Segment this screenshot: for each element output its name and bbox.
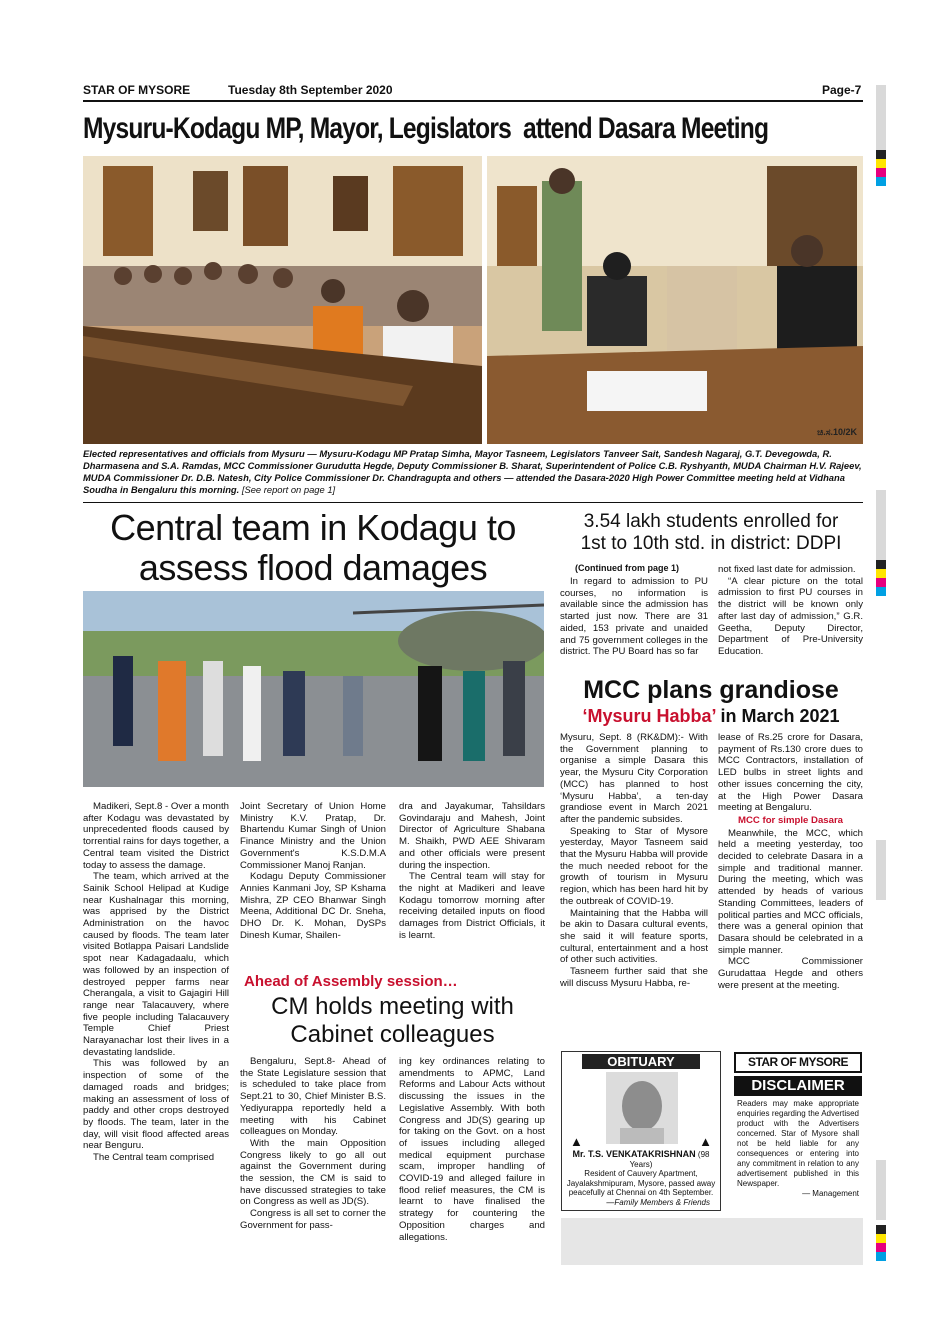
issue-date: Tuesday 8th September 2020 xyxy=(228,83,393,97)
disclaimer-box xyxy=(734,1052,862,1210)
cmyk-marks-top xyxy=(876,150,886,186)
side-bar-mid xyxy=(876,490,886,560)
cm-col-2: ing key ordinances relating to amendments to APMC, Land Reforms and Labour Acts without discussing the issues in the Legislative Assembly. With both Congress and JD(S) gearing up for taking on the Govt. on a host of issues including alleged medical equipment purchase scam, improper handling of COVID-19 and alleged failure in flood relief measures, the CM is learnt to have finalised the strategy for countering the Opposition charges and allegations. xyxy=(399,1056,545,1243)
ad-placeholder xyxy=(561,1218,863,1265)
side-bar-bottom xyxy=(876,1160,886,1220)
photo-stamp: ಚಿ.ಸ.10/2K xyxy=(817,427,857,437)
cm-col-1: Bengaluru, Sept.8- Ahead of the State Legislature session that is scheduled to take place from Sept.21 to 30, Chief Minister B.S. Yediyurappa reportedly held a meeting with his Cabinet colleagues on Monday. With the main Opposition Congress likely to go all out against the Government during the session, the CM is said to have discussed strategies to take on Congress as well as JD(S). Congress is all set to corner the Government for pass- xyxy=(240,1056,386,1231)
ddpi-col-1: In regard to admission to PU courses, no information is available since the admission has started just now. There are 31 aided, 153 private and unaided and 75 government colleges in the district. The PU Board has so far xyxy=(560,576,708,658)
ddpi-headline: 3.54 lakh students enrolled for 1st to 10th std. in district: DDPI xyxy=(580,511,842,554)
paper-name: STAR OF MYSORE xyxy=(83,83,191,97)
mcc-col-2: lease of Rs.25 crore for Dasara, payment of Rs.130 crore dues to MCC Contractors, installation of LED bulbs in street lights and other issues concerning the city, at the High Power Dasara meeting at Bengaluru. MCC for simple Dasara Meanwhile, the MCC, which held a meeting yesterday, too decided to celebrate Dasara in a simple and traditional manner. During the meeting, which was attended by heads of various Standing Committees, leaders of political parties and MCC officials, there was a general opinion that Dasara should be celebrated in a simple manner. MCC Commissioner Gurudattaa Hegde and others were present at the meeting. xyxy=(718,732,863,991)
kodagu-col-2: Joint Secretary of Union Home Ministry K.V. Pratap, Dr. Bhartendu Kumar Singh of Union Finance Ministry and the Union Government's K.S.D.M.A Commissioner Manoj Ranjan. Kodagu Deputy Commissioner Annies Kanmani Joy, SP Kshama Mishra, ZP CEO Bhanwar Singh Meena, Additional DC Dr. Sneha, DHO Dr. K. Mohan, DySPs Dinesh Kumar, Shailen- xyxy=(240,801,386,941)
portrait-photo xyxy=(606,1072,678,1144)
cmyk-marks-bottom xyxy=(876,1225,886,1261)
kodagu-col-1: Madikeri, Sept.8 - Over a month after Kodagu was devastated by unprecedented floods caused by torrential rains for days together, a Central team visited the District today to assess the damage. The team, which arrived at the Sainik School Helipad at Kudige near Kushalnagar this morning, was apprised by the District Administration on the havoc caused by floods. The team later visited Botlappa Paisari Landslide spot near Kadagadaalu, which was followed by an inspection of destroyed pepper farms near Cherangala, a visit to Gajagiri Hill range near Talacauvery, where five people including Talacauvery Temple Chief Priest Narayanachar lost their lives in a devastating landslide. This was followed by an inspection of some of the damaged roads and bridges; making an assessment of loss of paddy and other crops destroyed by floods. The team, later in the day, will visit flood affected areas near Benguru. The Central team comprised xyxy=(83,801,229,1164)
cm-kicker: Ahead of Assembly session… xyxy=(244,973,458,990)
cmyk-marks-mid xyxy=(876,560,886,596)
lamp-left-icon: ▲ xyxy=(570,1134,583,1149)
header-rule xyxy=(83,100,863,102)
mcc-headline: MCC plans grandiose ‘Mysuru Habba’ in March 2021 xyxy=(582,676,840,726)
obituary-title: OBITUARY xyxy=(582,1054,700,1069)
kodagu-headline: Central team in Kodagu to assess flood damages xyxy=(110,507,516,588)
cm-headline: CM holds meeting with Cabinet colleagues xyxy=(271,993,514,1048)
side-bar-top xyxy=(876,85,886,150)
meeting-hall-photo xyxy=(83,156,482,444)
disclaimer-title: DISCLAIMER xyxy=(734,1076,862,1096)
top-headline: Mysuru-Kodagu MP, Mayor, Legislators attend Dasara Meeting xyxy=(83,112,769,145)
mcc-subhead: MCC for simple Dasara xyxy=(737,814,844,826)
disclaimer-sign: — Management xyxy=(802,1189,859,1198)
mcc-col-1: Mysuru, Sept. 8 (RK&DM):- With the Government planning to organise a simple Dasara this year, the Mysuru City Corporation (MCC) has planned to host ‘Mysuru Habba’, a ten-day grandiose event in March 2021 after the pandemic subsides. Speaking to Star of Mysore yesterday, Mayor Tasneem said that the Mysuru Habba will provide the much needed reboot for the growth of tourism in Mysuru region, which has been hard hit by the outbreak of COVID-19. Maintaining that the Habba will be akin to Dasara cultural events, she said it will feature sports, cultural, entertainment and a host of other such activities. Tasneem further said that she will discuss Mysuru Habba, re- xyxy=(560,732,708,989)
side-bar-low xyxy=(876,840,886,900)
ddpi-col-2: not fixed last date for admission. “A clear picture on the total admission to first PU courses in the district will be known only after last day of admission,” G.R. Geetha, Deputy Director, Department of Pre-University Education. xyxy=(718,564,863,657)
ddpi-continued: (Continued from page 1) xyxy=(575,563,679,573)
lamp-right-icon: ▲ xyxy=(699,1134,712,1149)
top-photo-caption: Elected representatives and officials from Mysuru — Mysuru-Kodagu MP Pratap Simha, Mayor Tasneem, Legislators Tanveer Sait, Sandesh Nagaraj, G.T. Devegowda, R. Dharmasena and S.A. Ramdas, MCC Commissioner Gurudutta Hegde, Deputy Commissioner B. Sharat, Superintendent of Police C.B. Ryshyanth, MUDA Chairman H.V. Rajeev, MUDA Commissioner Dr. D.B. Natesh, City Police Commissioner Dr. Chandragupta and others — attended the Dasara-2020 High Power Committee meeting held at Vidhana Soudha in Bengaluru this morning. [See report on page 1] xyxy=(83,448,862,495)
kodagu-col-3: dra and Jayakumar, Tahsildars Govindaraju and Mahesh, Joint Director of Agriculture Shabana M. Shaikh, PWD AEE Shivaram and other officials were present during the inspection. The Central team will stay for the night at Madikeri and leave Kodagu tomorrow morning after receiving detailed inputs on flood damages from District Officials, it is learnt. xyxy=(399,801,545,941)
caption-rule xyxy=(83,502,863,503)
disclaimer-text: Readers may make appropriate enquiries regarding the Advertised product with the Advertisers concerned. Star of Mysore shall not be held liable for any consequences or entering into any commitment in relation to any advertisement published in this Newspaper. xyxy=(737,1099,859,1188)
obituary-box: OBITUARY ▲ ▲ Mr. T.S. VENKATAKRISHNAN (98 Years) Resident of Cauvery Apartment, Jayalakshmipuram, Mysore, passed away peacefully at Chennai on 4th September. —Family Members & Friends xyxy=(561,1051,721,1211)
disclaimer-brand: STAR OF MYSORE xyxy=(734,1052,862,1073)
page-number: Page-7 xyxy=(822,83,862,97)
helipad-team-photo xyxy=(83,591,544,787)
meeting-officials-photo xyxy=(487,156,863,444)
